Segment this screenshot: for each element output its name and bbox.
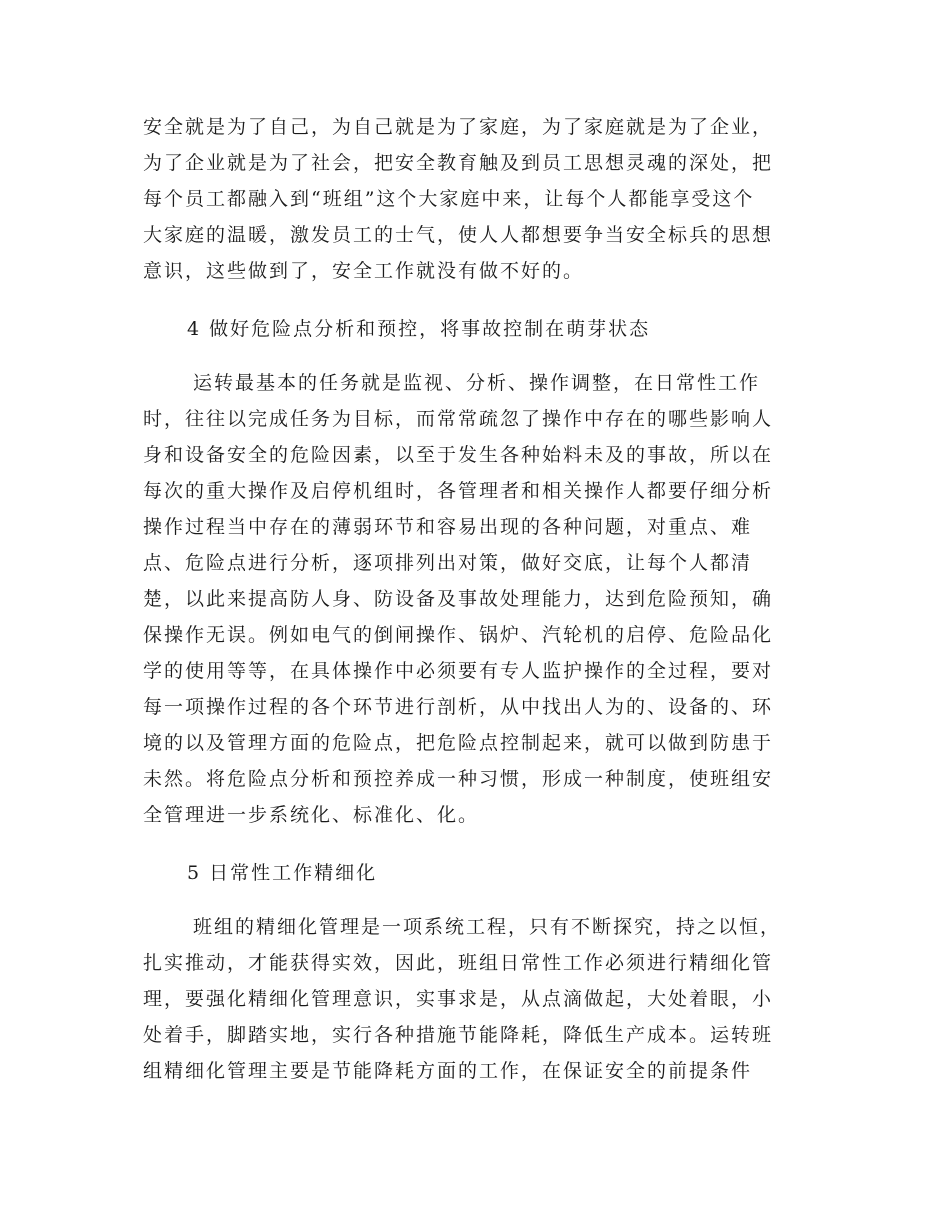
- paragraph-line: 保操作无误。例如电气的倒闸操作、锅炉、汽轮机的启停、危险品化: [143, 624, 774, 646]
- paragraph-line: 扎实推动，才能获得实效，因此，班组日常性工作必须进行精细化管: [143, 952, 774, 974]
- paragraph-line: 境的以及管理方面的危险点，把危险点控制起来，就可以做到防患于: [143, 732, 774, 754]
- paragraph-line: 理，要强化精细化管理意识，实事求是，从点滴做起，大处着眼，小: [143, 988, 774, 1010]
- paragraph-line: 处着手，脚踏实地，实行各种措施节能降耗，降低生产成本。运转班: [143, 1024, 774, 1046]
- paragraph-line: 为了企业就是为了社会，把安全教育触及到员工思想灵魂的深处，把: [143, 152, 774, 174]
- paragraph-line: 楚，以此来提高防人身、防设备及事故处理能力，达到危险预知，确: [143, 588, 774, 610]
- paragraph-line: 安全就是为了自己，为自己就是为了家庭，为了家庭就是为了企业，: [143, 116, 774, 138]
- paragraph-line: 操作过程当中存在的薄弱环节和容易出现的各种问题，对重点、难: [143, 516, 753, 538]
- paragraph-line: 每次的重大操作及启停机组时，各管理者和相关操作人都要仔细分析: [143, 480, 774, 502]
- paragraph-line: 时，往往以完成任务为目标，而常常疏忽了操作中存在的哪些影响人: [143, 408, 774, 430]
- paragraph-line: 运转最基本的任务就是监视、分析、操作调整，在日常性工作: [193, 372, 761, 394]
- paragraph-line: 学的使用等等，在具体操作中必须要有专人监护操作的全过程，要对: [143, 660, 774, 682]
- paragraph-line: 未然。将危险点分析和预控养成一种习惯，形成一种制度，使班组安: [143, 768, 774, 790]
- paragraph-line: 身和设备安全的危险因素，以至于发生各种始料未及的事故，所以在: [143, 444, 774, 466]
- paragraph-line: 班组的精细化管理是一项系统工程，只有不断探究，持之以恒，: [193, 916, 782, 938]
- section-heading-4: 4 做好危险点分析和预控，将事故控制在萌芽状态: [187, 318, 651, 340]
- paragraph-line: 全管理进一步系统化、标准化、化。: [143, 804, 480, 826]
- paragraph-line: 组精细化管理主要是节能降耗方面的工作，在保证安全的前提条件: [143, 1060, 753, 1082]
- paragraph-line: 意识，这些做到了，安全工作就没有做不好的。: [143, 260, 585, 282]
- paragraph-line: 每一项操作过程的各个环节进行剖析，从中找出人为的、设备的、环: [143, 696, 774, 718]
- paragraph-line: 大家庭的温暖，激发员工的士气，使人人都想要争当安全标兵的思想: [143, 224, 774, 246]
- section-heading-5: 5 日常性工作精细化: [187, 862, 378, 884]
- paragraph-line: 每个员工都融入到“班组”这个大家庭中来，让每个人都能享受这个: [143, 188, 755, 210]
- paragraph-line: 点、危险点进行分析，逐项排列出对策，做好交底，让每个人都清: [143, 552, 753, 574]
